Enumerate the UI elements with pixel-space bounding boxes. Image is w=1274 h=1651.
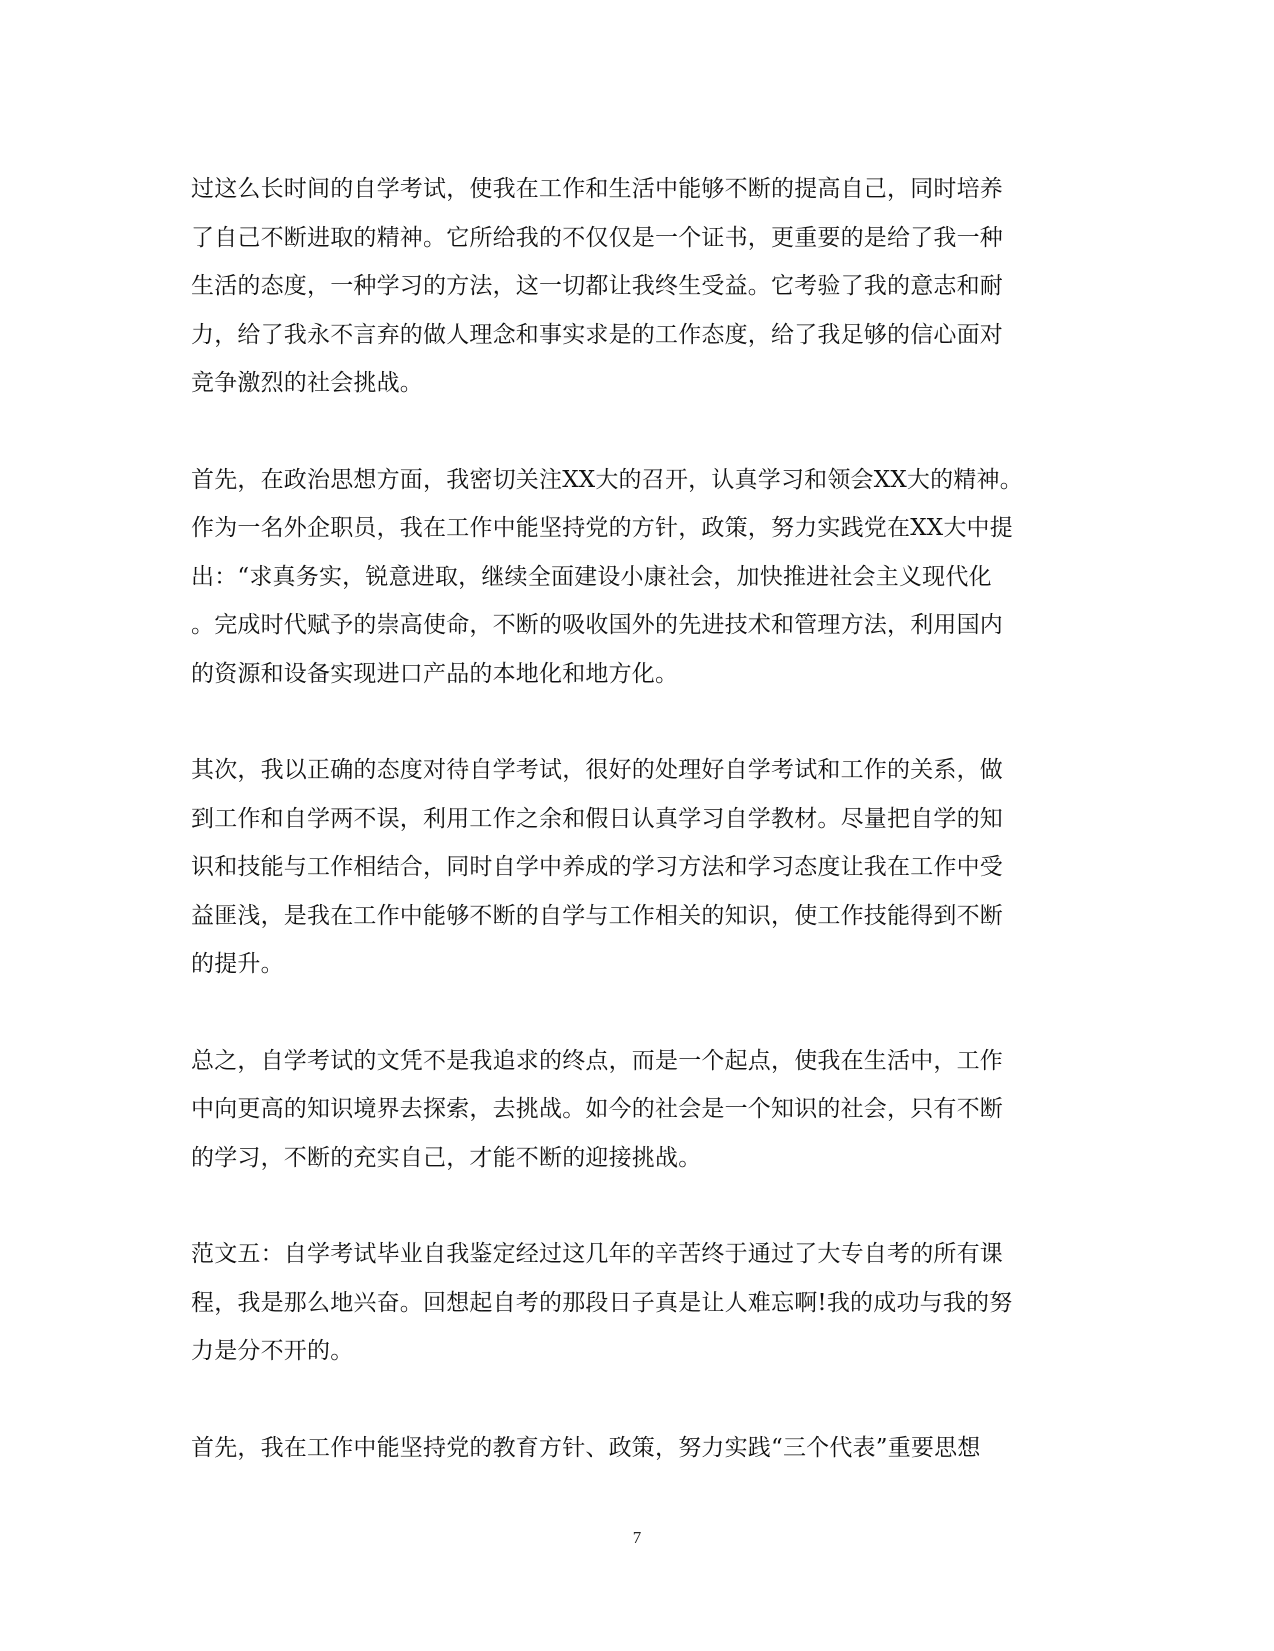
text-line: 首先，在政治思想方面，我密切关注XX大的召开，认真学习和领会XX大的精神。 bbox=[191, 466, 1023, 493]
text-line: 程，我是那么地兴奋。回想起自考的那段日子真是让人难忘啊!我的成功与我的努 bbox=[191, 1289, 1013, 1316]
text-line: 生活的态度，一种学习的方法，这一切都让我终生受益。它考验了我的意志和耐 bbox=[191, 273, 1003, 299]
text-line: 益匪浅，是我在工作中能够不断的自学与工作相关的知识，使工作技能得到不断 bbox=[191, 902, 1003, 929]
paragraph-gap bbox=[191, 1182, 1071, 1230]
paragraph-1 bbox=[191, 165, 1071, 408]
text-line: 范文五：自学考试毕业自我鉴定经过这几年的辛苦终于通过了大专自考的所有课 bbox=[191, 1241, 1003, 1267]
text-line: 的提升。 bbox=[191, 951, 284, 977]
text-line: 过这么长时间的自学考试，使我在工作和生活中能够不断的提高自己，同时培养 bbox=[191, 176, 1003, 202]
text-line: 识和技能与工作相结合，同时自学中养成的学习方法和学习态度让我在工作中受 bbox=[191, 854, 1003, 880]
paragraph-gap bbox=[191, 698, 1071, 746]
text-line: 了自己不断进取的精神。它所给我的不仅仅是一个证书，更重要的是给了我一种 bbox=[191, 224, 1003, 251]
text-line: 总之，自学考试的文凭不是我追求的终点，而是一个起点，使我在生活中，工作 bbox=[191, 1047, 1003, 1074]
text-line: 。完成时代赋予的崇高使命，不断的吸收国外的先进技术和管理方法，利用国内 bbox=[191, 612, 1003, 638]
paragraph-gap bbox=[191, 989, 1071, 1037]
text-line: 出：“求真务实，锐意进取，继续全面建设小康社会，加快推进社会主义现代化 bbox=[191, 563, 992, 590]
document-body bbox=[191, 165, 1071, 1472]
text-line: 的资源和设备实现进口产品的本地化和地方化。 bbox=[191, 660, 679, 687]
text-line: 的学习，不断的充实自己，才能不断的迎接挑战。 bbox=[191, 1144, 702, 1171]
paragraph-4 bbox=[191, 1037, 1071, 1183]
paragraph-3 bbox=[191, 746, 1071, 989]
paragraph-6 bbox=[191, 1424, 1071, 1473]
paragraph-2 bbox=[191, 456, 1071, 699]
paragraph-gap bbox=[191, 408, 1071, 456]
text-line: 力，给了我永不言弃的做人理念和事实求是的工作态度，给了我足够的信心面对 bbox=[191, 321, 1003, 348]
text-line: 首先，我在工作中能坚持党的教育方针、政策，努力实践“三个代表”重要思想 bbox=[191, 1434, 981, 1461]
paragraph-5 bbox=[191, 1230, 1071, 1376]
text-line: 作为一名外企职员，我在工作中能坚持党的方针，政策，努力实践党在XX大中提 bbox=[191, 515, 1013, 541]
text-line: 其次，我以正确的态度对待自学考试，很好的处理好自学考试和工作的关系，做 bbox=[191, 757, 1003, 783]
page-number: 7 bbox=[632, 1528, 642, 1547]
text-line: 竞争激烈的社会挑战。 bbox=[191, 370, 423, 396]
text-line: 到工作和自学两不误，利用工作之余和假日认真学习自学教材。尽量把自学的知 bbox=[191, 805, 1003, 832]
text-line: 力是分不开的。 bbox=[191, 1338, 354, 1364]
paragraph-gap bbox=[191, 1376, 1071, 1424]
text-line: 中向更高的知识境界去探索，去挑战。如今的社会是一个知识的社会，只有不断 bbox=[191, 1096, 1003, 1122]
